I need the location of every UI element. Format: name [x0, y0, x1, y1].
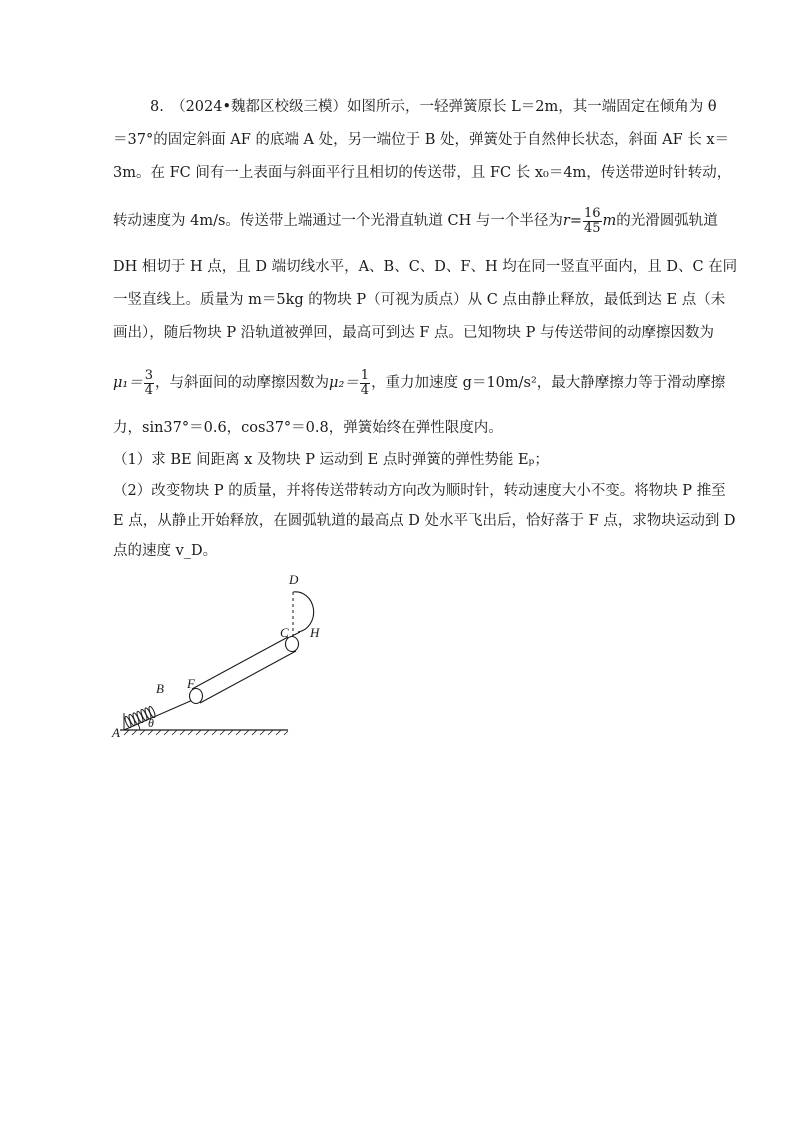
ground-hatching [124, 730, 288, 735]
label-a: A [112, 725, 120, 740]
problem-line-4: 转动速度为 4m/s。传送带上端通过一个光滑直轨道 CH 与一个半径为r= $\frac{16}{45}$ m的光滑圆弧轨道 [113, 205, 718, 236]
mu1-denominator: 4 [144, 382, 154, 398]
label-f: F [187, 676, 195, 691]
label-theta: θ [148, 716, 154, 730]
mu2-fraction [360, 369, 370, 398]
mu1-numerator: 3 [144, 367, 154, 383]
problem-line-7: 画出），随后物块 P 沿轨道被弹回，最高可到达 F 点。已知物块 P 与传送带间的动摩擦因数为 [113, 325, 714, 341]
radius-denominator: 45 [583, 220, 601, 236]
problem-line-4-text-b: 的光滑圆弧轨道 [616, 213, 718, 229]
radius-numerator: 16 [583, 205, 601, 221]
problem-line-4-text-a: 转动速度为 4m/s。传送带上端通过一个光滑直轨道 CH 与一个半径为 [113, 213, 563, 229]
problem-line-8-text-b: ，重力加速度 g＝10m/s²，最大静摩擦力等于滑动摩擦 [371, 375, 726, 391]
mu1-fraction [144, 369, 154, 398]
question-2-line-2: E 点，从静止开始释放，在圆弧轨道的最高点 D 处水平飞出后，恰好落于 F 点，求物块运动到 D [113, 513, 736, 529]
problem-line-2: ＝37°的固定斜面 AF 的底端 A 处，另一端位于 B 处，弹簧处于自然伸长状态，斜面 AF 长 x＝ [113, 132, 730, 148]
radius-unit: m [602, 213, 617, 229]
angle-arc [138, 724, 140, 730]
question-2-line-1: （2）改变物块 P 的质量，并将传送带转动方向改为顺时针，转动速度大小不变。将物块 P 推至 [113, 483, 726, 499]
radius-fraction [583, 207, 602, 236]
label-c: C [280, 625, 289, 640]
question-2-line-3: 点的速度 v_D。 [113, 543, 218, 559]
problem-line-1: 8. （2024•魏都区校级三模）如图所示，一轻弹簧原长 L＝2m，其一端固定在倾角为 θ [150, 99, 717, 115]
radius-symbol: r [562, 213, 570, 229]
label-b: B [156, 681, 164, 696]
problem-line-3: 3m。在 FC 间有一上表面与斜面平行且相切的传送带，且 FC 长 x₀＝4m，传送带逆时针转动， [113, 165, 732, 181]
mu2-symbol: μ₂＝ [329, 375, 359, 391]
mu1-symbol: μ₁＝ [113, 375, 143, 391]
question-1: （1）求 BE 间距离 x 及物块 P 运动到 E 点时弹簧的弹性势能 Eₚ； [113, 452, 549, 468]
problem-line-9: 力，sin37°＝0.6，cos37°＝0.8，弹簧始终在弹性限度内。 [113, 420, 503, 436]
problem-line-5: DH 相切于 H 点，且 D 端切线水平，A、B、C、D、F、H 均在同一竖直平面内，且 D、C 在同 [113, 259, 738, 275]
mu2-denominator: 4 [360, 382, 370, 398]
problem-line-6: 一竖直线上。质量为 m＝5kg 的物块 P（可视为质点）从 C 点由静止释放，最低到达 E 点（未 [113, 292, 726, 308]
mu2-numerator: 1 [360, 367, 370, 383]
label-h: H [310, 625, 320, 640]
label-d: D [289, 572, 299, 587]
problem-line-8 [113, 365, 726, 401]
problem-line-8-text-a: ，与斜面间的动摩擦因数为 [155, 375, 330, 391]
incline-conveyor-diagram [110, 565, 320, 745]
